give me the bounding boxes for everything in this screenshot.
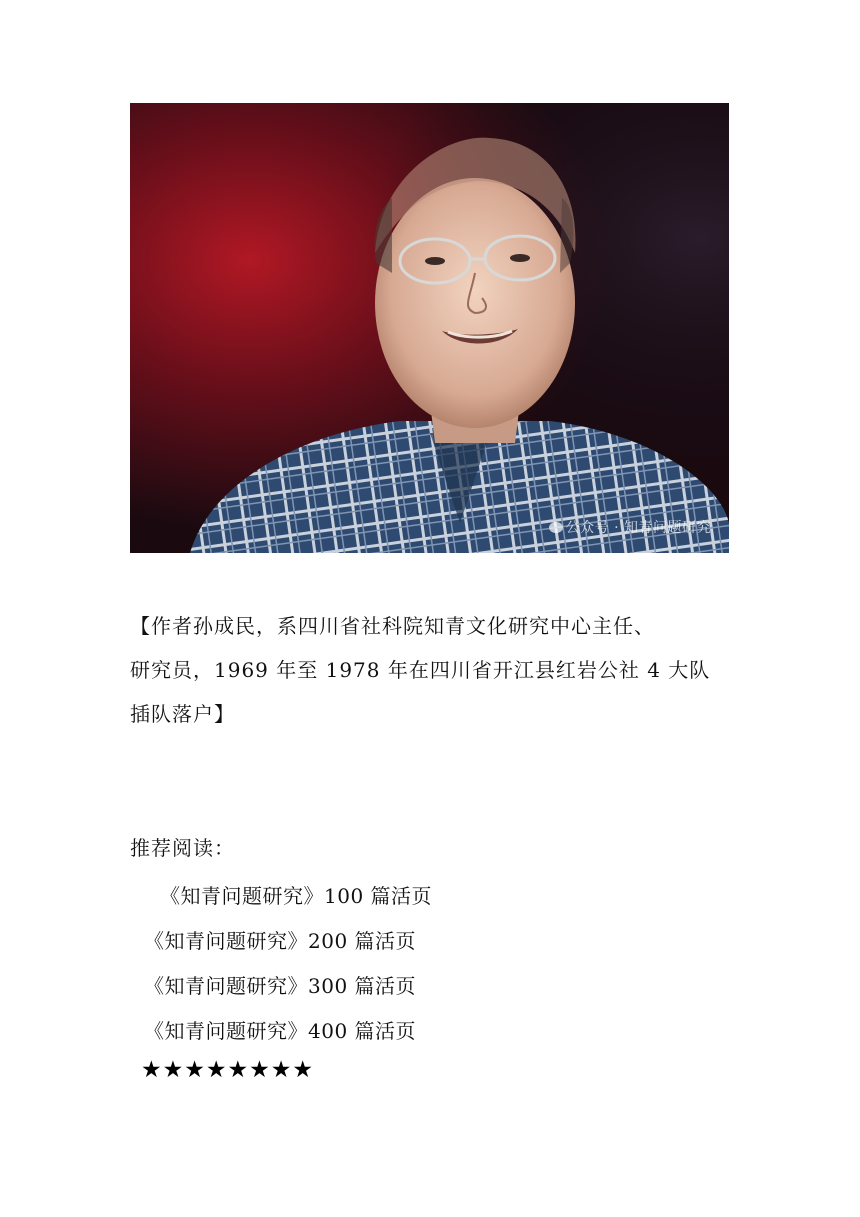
author-photo	[130, 103, 729, 553]
recommended-link-300[interactable]: 《知青问题研究》300 篇活页	[144, 974, 417, 998]
recommended-link-100[interactable]: 《知青问题研究》100 篇活页	[160, 884, 433, 908]
recommended-heading: 推荐阅读：	[130, 836, 235, 860]
star-divider: ★★★★★★★★	[141, 1057, 314, 1083]
watermark-text: 公众号 · 知青问题研究	[549, 517, 711, 537]
author-bio	[130, 604, 740, 736]
recommended-link-200[interactable]: 《知青问题研究》200 篇活页	[144, 929, 417, 953]
recommended-link-400[interactable]: 《知青问题研究》400 篇活页	[144, 1019, 417, 1043]
bio-line: 研究员，1969 年至 1978 年在四川省开江县红岩公社 4 大队	[130, 658, 711, 682]
bio-line: 插队落户】	[130, 702, 235, 726]
bio-line: 【作者孙成民，系四川省社科院知青文化研究中心主任、	[130, 614, 655, 638]
portrait-illustration	[130, 103, 729, 553]
wechat-icon	[549, 522, 563, 533]
